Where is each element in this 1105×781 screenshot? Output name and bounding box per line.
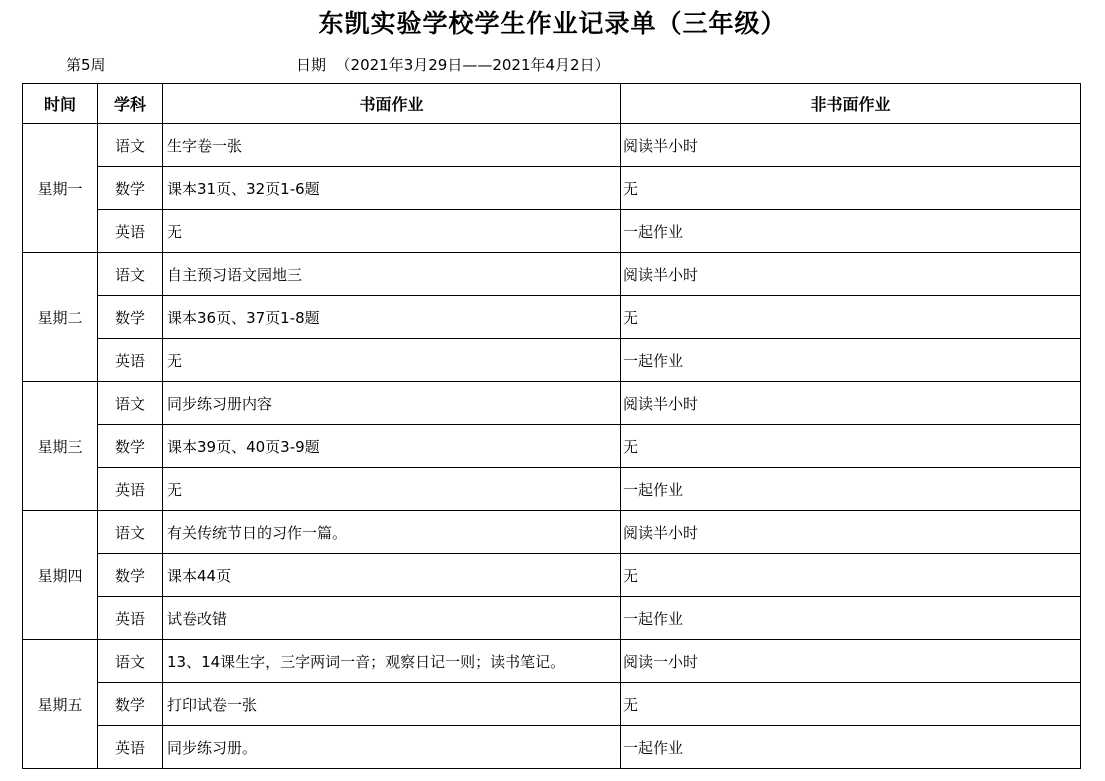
table-row	[23, 554, 1081, 597]
non-written-homework-cell: 一起作业	[621, 339, 1081, 382]
week-label: 第5周	[66, 56, 106, 74]
written-homework-cell: 同步练习册。	[163, 726, 621, 769]
column-header-written-homework: 书面作业	[163, 84, 621, 124]
table-row	[23, 382, 1081, 425]
subject-cell-english: 英语	[98, 468, 163, 511]
subject-cell-english: 英语	[98, 597, 163, 640]
table-row	[23, 511, 1081, 554]
written-homework-cell: 课本44页	[163, 554, 621, 597]
day-cell: 星期五	[23, 640, 98, 769]
day-cell: 星期三	[23, 382, 98, 511]
written-homework-cell: 无	[163, 468, 621, 511]
non-written-homework-cell: 一起作业	[621, 726, 1081, 769]
written-homework-cell: 无	[163, 210, 621, 253]
non-written-homework-cell: 无	[621, 296, 1081, 339]
table-row	[23, 640, 1081, 683]
subject-cell-chinese: 语文	[98, 382, 163, 425]
subject-cell-math: 数学	[98, 554, 163, 597]
date-range: 日期 （2021年3月29日——2021年4月2日）	[296, 56, 610, 74]
day-cell: 星期二	[23, 253, 98, 382]
header-row	[23, 84, 1081, 124]
table-row	[23, 296, 1081, 339]
non-written-homework-cell: 阅读半小时	[621, 382, 1081, 425]
table-row	[23, 726, 1081, 769]
written-homework-cell: 打印试卷一张	[163, 683, 621, 726]
non-written-homework-cell: 无	[621, 167, 1081, 210]
written-homework-cell: 课本36页、37页1-8题	[163, 296, 621, 339]
non-written-homework-cell: 阅读半小时	[621, 511, 1081, 554]
subject-cell-math: 数学	[98, 683, 163, 726]
subject-cell-english: 英语	[98, 339, 163, 382]
subject-cell-chinese: 语文	[98, 511, 163, 554]
written-homework-cell: 自主预习语文园地三	[163, 253, 621, 296]
subject-cell-chinese: 语文	[98, 124, 163, 167]
day-cell: 星期四	[23, 511, 98, 640]
table-row	[23, 253, 1081, 296]
table-row	[23, 167, 1081, 210]
written-homework-cell: 课本39页、40页3-9题	[163, 425, 621, 468]
page-title: 东凯实验学校学生作业记录单（三年级）	[318, 9, 787, 38]
table-row	[23, 683, 1081, 726]
non-written-homework-cell: 阅读半小时	[621, 253, 1081, 296]
subject-cell-chinese: 语文	[98, 253, 163, 296]
column-header-non-written-homework: 非书面作业	[621, 84, 1081, 124]
non-written-homework-cell: 一起作业	[621, 210, 1081, 253]
subject-cell-math: 数学	[98, 296, 163, 339]
table-row	[23, 425, 1081, 468]
written-homework-cell: 试卷改错	[163, 597, 621, 640]
non-written-homework-cell: 一起作业	[621, 468, 1081, 511]
non-written-homework-cell: 无	[621, 683, 1081, 726]
subject-cell-math: 数学	[98, 167, 163, 210]
non-written-homework-cell: 无	[621, 554, 1081, 597]
subject-cell-english: 英语	[98, 726, 163, 769]
written-homework-cell: 13、14课生字，三字两词一音；观察日记一则；读书笔记。	[163, 640, 621, 683]
written-homework-cell: 有关传统节日的习作一篇。	[163, 511, 621, 554]
non-written-homework-cell: 阅读一小时	[621, 640, 1081, 683]
written-homework-cell: 生字卷一张	[163, 124, 621, 167]
table-row	[23, 210, 1081, 253]
subject-cell-chinese: 语文	[98, 640, 163, 683]
non-written-homework-cell: 阅读半小时	[621, 124, 1081, 167]
day-cell: 星期一	[23, 124, 98, 253]
table-row	[23, 468, 1081, 511]
table-body	[23, 124, 1081, 769]
table-row	[23, 339, 1081, 382]
non-written-homework-cell: 一起作业	[621, 597, 1081, 640]
written-homework-cell: 无	[163, 339, 621, 382]
written-homework-cell: 同步练习册内容	[163, 382, 621, 425]
table-row	[23, 124, 1081, 167]
column-header-time: 时间	[23, 84, 98, 124]
subject-cell-math: 数学	[98, 425, 163, 468]
column-header-subject: 学科	[98, 84, 163, 124]
subject-cell-english: 英语	[98, 210, 163, 253]
non-written-homework-cell: 无	[621, 425, 1081, 468]
homework-table	[22, 83, 1081, 769]
written-homework-cell: 课本31页、32页1-6题	[163, 167, 621, 210]
table-row	[23, 597, 1081, 640]
